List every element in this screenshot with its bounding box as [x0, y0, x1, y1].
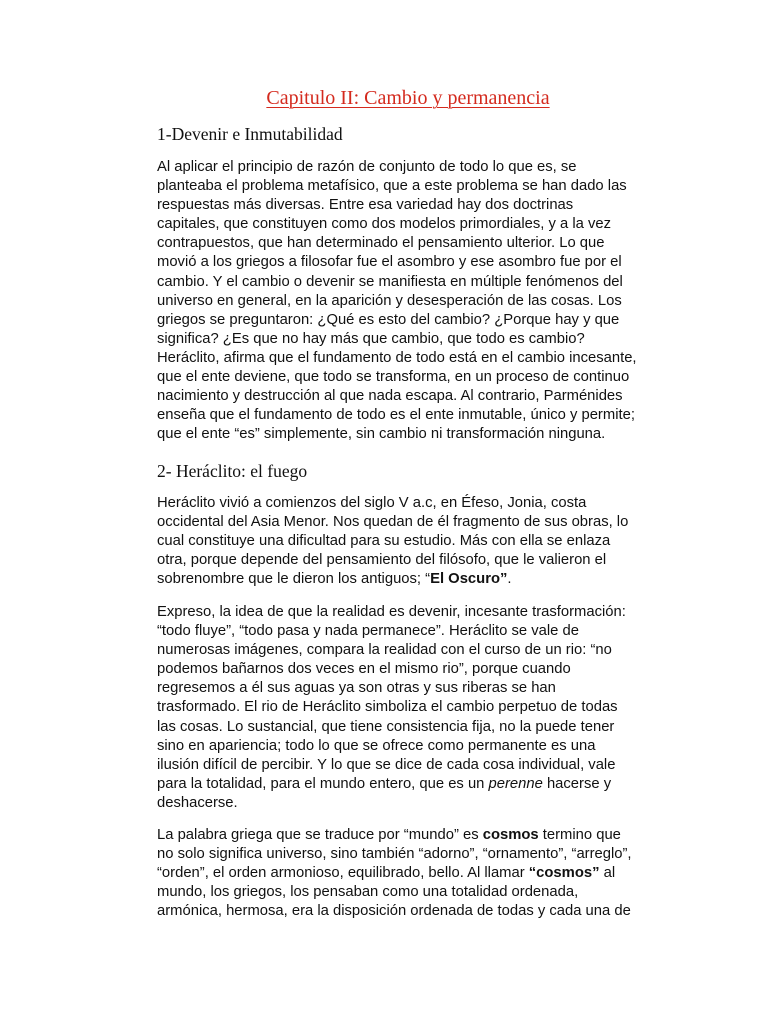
text-line: trasformado. El rio de Heráclito simboliza el cambio perpetuo de todas	[157, 699, 618, 716]
text-line: griegos se preguntaron: ¿Qué es esto del cambio? ¿Porque hay y que	[157, 311, 620, 328]
paragraph-heraclito-bio	[157, 494, 660, 589]
text-line: Al aplicar el principio de razón de conjunto de todo lo que es, se	[157, 159, 577, 175]
bold-term: cosmos	[482, 827, 539, 843]
text-run: al	[599, 865, 616, 882]
text-line: significa? ¿Es que no hay más que cambio, que todo es cambio?	[157, 330, 585, 347]
text-line: cual constituye una dificultad para su estudio. Más con ella se enlaza	[157, 533, 611, 550]
text-line: Expreso, la idea de que la realidad es devenir, incesante trasformación:	[157, 604, 626, 620]
text-line: enseña que el fundamento de todo es el ente inmutable, único y permite;	[157, 407, 635, 424]
text-line: planteaba el problema metafísico, que a este problema se han dado las	[157, 178, 627, 195]
text-run: La palabra griega que se traduce por “mundo” es	[157, 827, 483, 843]
text-line: sino en apariencia; todo lo que se ofrece como permanente es una	[157, 737, 596, 754]
text-line: podemos bañarnos dos veces en el mismo rio”, porque cuando	[157, 661, 571, 678]
text-line	[157, 864, 660, 883]
text-line: respuestas más diversas. Entre esa variedad hay dos doctrinas	[157, 197, 574, 214]
text-line: movió a los griegos a filosofar fue el asombro y ese asombro fue por el	[157, 254, 622, 271]
text-line: ilusión difícil de percibir. Y lo que se dice de cada cosa individual, vale	[157, 756, 616, 773]
text-line: Heráclito vivió a comienzos del siglo V a.c, en Éfeso, Jonia, costa	[157, 495, 587, 511]
paragraph-cosmos	[157, 826, 660, 921]
text-line: que el ente “es” simplemente, sin cambio ni transformación ninguna.	[157, 426, 606, 443]
section-heading-devenir: 1-Devenir e Inmutabilidad	[157, 124, 343, 144]
text-line	[157, 570, 660, 589]
text-run: termino que	[538, 827, 621, 843]
paragraph-devenir-rio	[157, 603, 660, 813]
text-run: sobrenombre que le dieron los antiguos; “	[157, 571, 431, 588]
text-line: regresemos a él sus aguas ya son otras y sus riberas se han	[157, 680, 556, 697]
text-line: “todo fluye”, “todo pasa y nada permanece”. Heráclito se vale de	[157, 623, 579, 640]
text-line: no solo significa universo, sino también “adorno”, “ornamento”, “arreglo”,	[157, 846, 632, 863]
text-line: otra, porque depende del pensamiento del filósofo, que le valieron el	[157, 552, 607, 569]
section-heading-heraclito: 2- Heráclito: el fuego	[157, 461, 308, 481]
text-line: numerosas imágenes, compara la realidad con el curso de un rio: “no	[157, 642, 612, 659]
text-line: cambio. Y el cambio o devenir se manifiesta en múltiple fenómenos del	[157, 273, 623, 290]
text-line: universo en general, en la aparición y desesperación de las cosas. Los	[157, 292, 622, 309]
text-line: que el ente deviene, que todo se transforma, en un proceso de continuo	[157, 369, 630, 386]
text-line: las cosas. Lo sustancial, que tiene consistencia fija, no la puede tener	[157, 718, 615, 735]
text-line	[157, 826, 660, 845]
text-line: capitales, que constituyen como dos modelos primordiales, y a la vez	[157, 216, 611, 233]
chapter-title: Capitulo II: Cambio y permanencia	[266, 87, 550, 109]
text-line: deshacerse.	[157, 794, 238, 811]
italic-word: perenne	[488, 775, 543, 792]
text-run: para la totalidad, para el mundo entero, que es un	[157, 775, 489, 792]
text-run: “orden”, el orden armonioso, equilibrado, bello. Al llamar	[157, 865, 529, 882]
text-line	[157, 775, 660, 794]
text-run: .	[507, 571, 512, 588]
text-run: hacerse y	[542, 775, 612, 792]
text-line: nacimiento y destrucción al que nada escapa. Al contrario, Parménides	[157, 388, 623, 405]
bold-term: “cosmos”	[528, 865, 600, 882]
text-line: armónica, hermosa, era la disposición ordenada de todas y cada una de	[157, 903, 631, 920]
text-line: Heráclito, afirma que el fundamento de todo está en el cambio incesante,	[157, 349, 637, 366]
text-line: contrapuestos, que han determinado el pensamiento ulterior. Lo que	[157, 235, 605, 252]
bold-nickname: El Oscuro”	[430, 571, 508, 588]
text-line: occidental del Asia Menor. Nos quedan de él fragmento de sus obras, lo	[157, 514, 629, 531]
paragraph-devenir	[157, 158, 660, 444]
text-line: mundo, los griegos, los pensaban como una totalidad ordenada,	[157, 884, 579, 901]
